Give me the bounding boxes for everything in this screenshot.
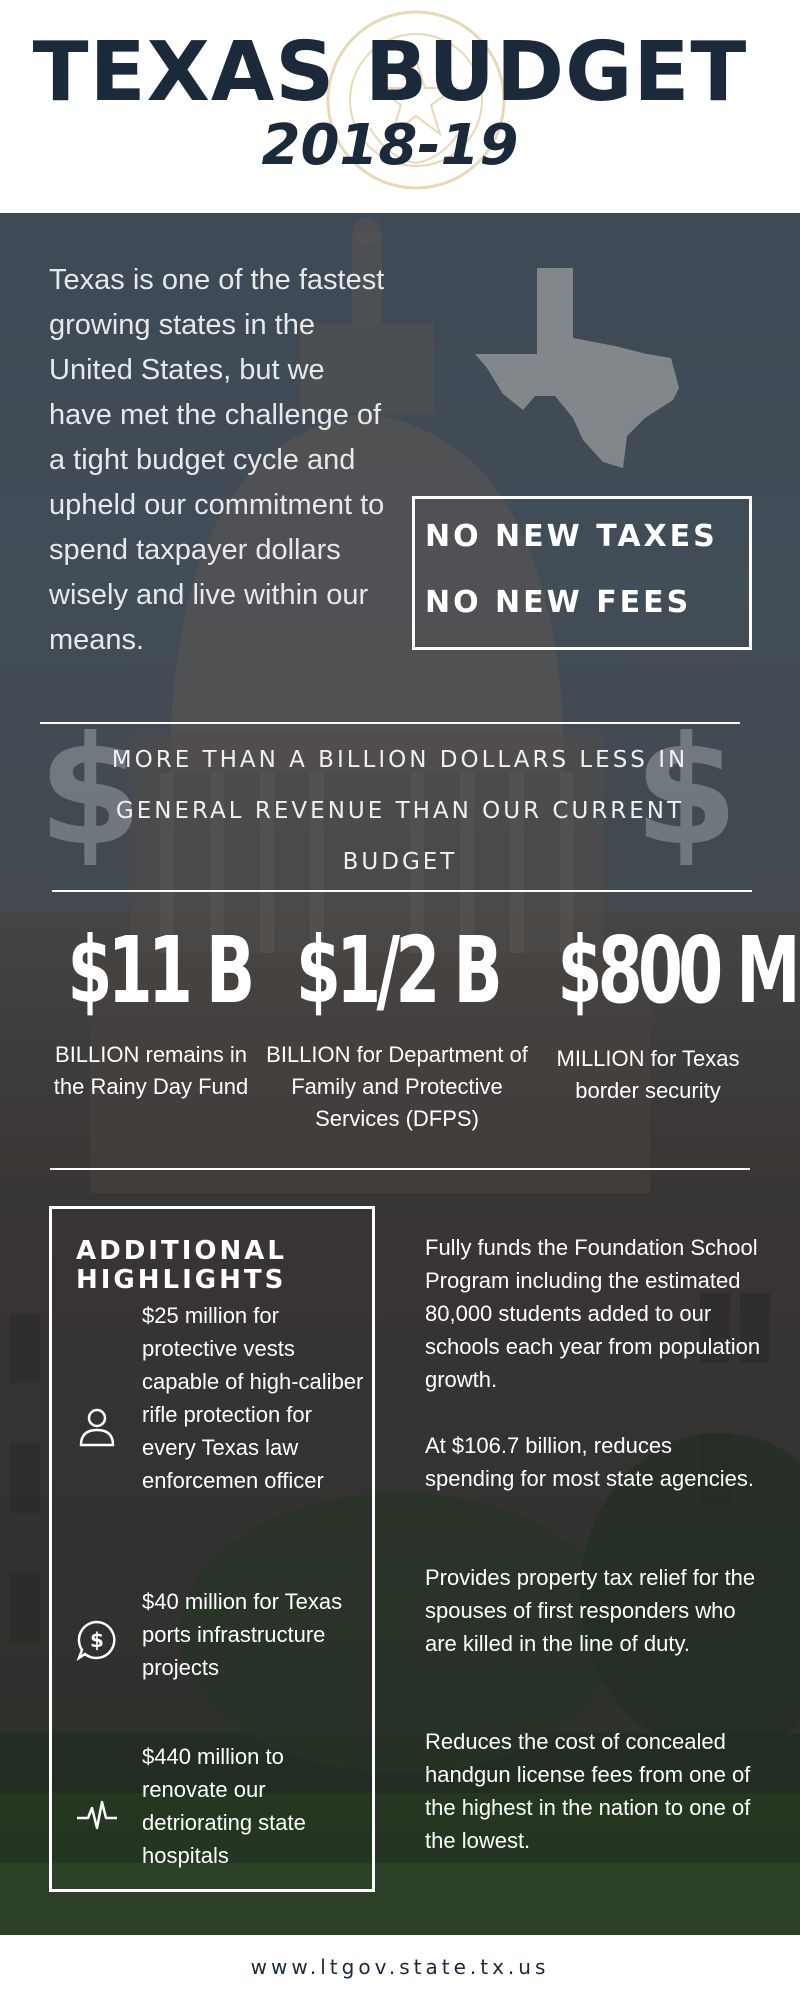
stat-description: MILLION for Texas border security: [556, 1046, 740, 1103]
dollar-speech-icon: [76, 1619, 118, 1661]
foundation-school-paragraph: Fully funds the Foundation School Program including the estimated 80,000 students added to our schools each year from population growth.: [425, 1235, 761, 1392]
budget-year: 2018-19: [261, 113, 519, 178]
billion-statement: MORE THAN A BILLION DOLLARS LESS IN GENERAL REVENUE THAN OUR CURRENT BUDGET: [111, 747, 689, 875]
main-panel: [0, 213, 800, 1935]
property-tax-paragraph: Provides property tax relief for the spouses of first responders who are killed in the line of duty.: [425, 1565, 756, 1656]
svg-text:$: $: [90, 1628, 104, 1652]
dollar-left-icon: $: [38, 705, 143, 879]
stat-description: BILLION for Department of Family and Protective Services (DFPS): [266, 1042, 528, 1131]
no-new-taxes: NO NEW TAXES: [425, 519, 718, 554]
page-title: TEXAS BUDGET: [32, 25, 748, 120]
spending-paragraph: At $106.7 billion, reduces spending for most state agencies.: [425, 1433, 754, 1491]
police-officer-icon: [76, 1405, 118, 1447]
no-new-fees: NO NEW FEES: [425, 585, 692, 620]
stat-rainy-day-fund: [44, 917, 258, 1103]
intro-text: Texas is one of the fastest growing states in the United States, but we have met the challenge of a tight budget cycle and upheld our commitment to spend taxpayer dollars wisely and live within our means.: [49, 264, 385, 656]
stat-dfps: [266, 917, 528, 1135]
divider-bottom: [50, 1168, 750, 1170]
header: [0, 0, 800, 213]
footer-url-link[interactable]: www.ltgov.state.tx.us: [250, 1955, 550, 1979]
highlights-title: ADDITIONAL HIGHLIGHTS: [76, 1236, 287, 1295]
stat-value: $800 M: [557, 917, 796, 1024]
stat-value: $1/2 B: [296, 917, 498, 1024]
highlight-item: $40 million for Texas ports infrastructure projects: [142, 1589, 343, 1680]
stat-description: BILLION remains in the Rainy Day Fund: [53, 1042, 249, 1099]
heartbeat-icon: [76, 1794, 118, 1836]
pledge-box: [412, 496, 752, 650]
footer: [0, 1935, 800, 2000]
divider-middle: [52, 890, 752, 892]
dollar-right-icon: $: [634, 705, 739, 879]
highlight-item: $25 million for protective vests capable of high-caliber rifle protection for every Texas law enforcemen officer: [142, 1303, 364, 1493]
texas-map-icon: [475, 268, 690, 468]
stat-border-security: [532, 917, 796, 1107]
stat-value: $11 B: [67, 917, 251, 1024]
handgun-license-paragraph: Reduces the cost of concealed handgun license fees from one of the highest in the nation to one of the lowest.: [425, 1729, 751, 1853]
highlight-item: $440 million to renovate our detriorating state hospitals: [142, 1744, 306, 1868]
additional-highlights-box: [49, 1206, 375, 1892]
